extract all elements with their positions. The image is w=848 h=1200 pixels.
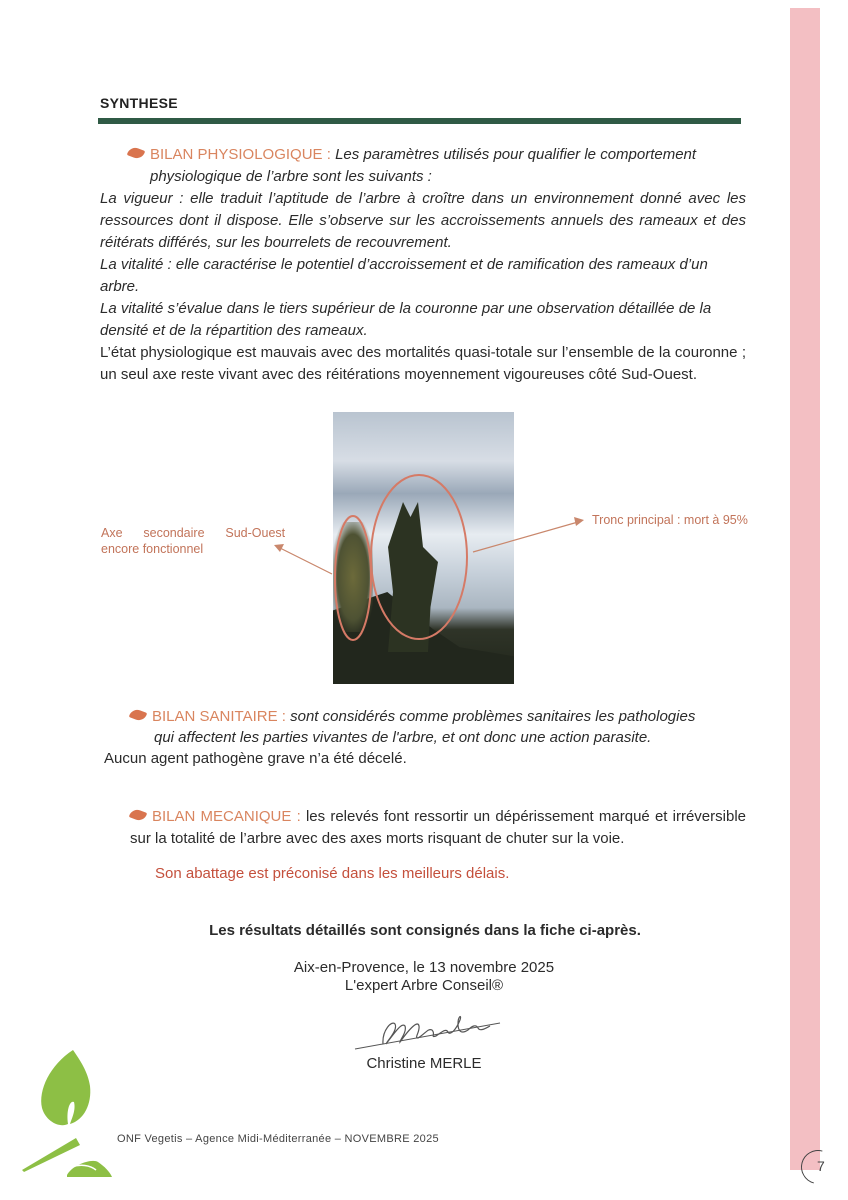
mecanique-label: BILAN MECANIQUE : (152, 808, 301, 825)
vigueur-paragraph: La vigueur : elle traduit l’aptitude de l’arbre à croître dans un environnement donné avec les ressources dont il dispose. Elle s’observe sur les accroissements annuels des rameaux et des réitérats différés, sur les bourrelets de recouvrement. (100, 190, 746, 251)
arrow-right-head (574, 517, 584, 526)
mecanique-paragraph (130, 806, 746, 850)
physiologique-intro (128, 144, 748, 166)
photo-living-axis (333, 522, 373, 632)
mecanique-text: les relevés font ressortir un dépérissement marqué et irréversible sur la totalité de l’arbre avec des axes morts risquant de chuter sur la voie. (130, 808, 746, 847)
tree-photo (333, 412, 514, 684)
annotation-secondary-axis-line1: Axe secondaire Sud-Ouest (101, 526, 286, 540)
mecanique-recommendation: Son abattage est préconisé dans les meilleurs délais. (155, 865, 510, 882)
vitalite-definition: La vitalité : elle caractérise le potentiel d’accroissement et de ramification des rameaux d’un arbre. (100, 256, 708, 295)
footer-text: ONF Vegetis – Agence Midi-Méditerranée – NOVEMBRE 2025 (117, 1133, 439, 1145)
leaf-bullet-icon (127, 146, 145, 161)
sanitaire-line2: qui affectent les parties vivantes de l'arbre, et ont donc une action parasite. (154, 729, 652, 746)
title-underline-bar (98, 118, 741, 124)
arrow-left-head (274, 544, 284, 552)
sanitaire-conclusion: Aucun agent pathogène grave n’a été décelé. (104, 750, 407, 767)
page-number: 7 (817, 1158, 825, 1174)
annotation-main-trunk: Tronc principal : mort à 95% (592, 513, 748, 527)
etat-physiologique: L’état physiologique est mauvais avec des mortalités quasi-totale sur l’ensemble de la couronne ; un seul axe reste vivant avec des réitérations moyennement vigoureuses côté Sud-Ouest. (100, 344, 746, 383)
sanitaire-text1: sont considérés comme problèmes sanitaires les pathologies (290, 708, 696, 725)
arrow-left-line (280, 548, 332, 574)
signatory-name: Christine MERLE (366, 1055, 482, 1072)
vitalite-evaluation: La vitalité s’évalue dans le tiers supérieur de la couronne par une observation détaillée de la densité et de la répartition des rameaux. (100, 300, 712, 339)
results-note: Les résultats détaillés sont consignés dans la fiche ci-après. (209, 922, 641, 939)
physiologique-intro-text: Les paramètres utilisés pour qualifier le comportement (335, 146, 697, 163)
leaf-bullet-icon (129, 808, 147, 823)
physiologique-label: BILAN PHYSIOLOGIQUE : (150, 146, 331, 163)
physiologique-intro-line2: physiologique de l’arbre sont les suivants : (150, 168, 432, 185)
section-title: SYNTHESE (100, 95, 178, 111)
leaf-bullet-icon (129, 708, 147, 723)
signatory-role: L'expert Arbre Conseil® (344, 977, 504, 994)
sanitaire-label: BILAN SANITAIRE : (152, 708, 286, 725)
sanitaire-line1 (130, 706, 750, 728)
place-date: Aix-en-Provence, le 13 novembre 2025 (293, 959, 555, 976)
annotation-secondary-axis-line2: encore fonctionnel (101, 542, 204, 556)
